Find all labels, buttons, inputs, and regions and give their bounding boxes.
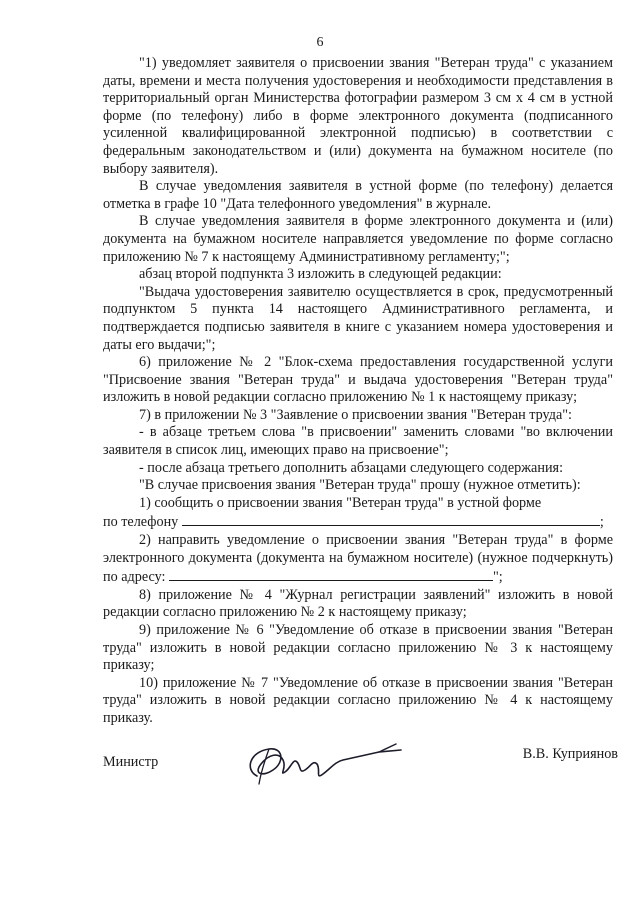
paragraph: 7) в приложении № 3 "Заявление о присвоении звания "Ветеран труда": [139, 406, 572, 423]
fill-prefix: по телефону [103, 514, 179, 531]
option-text: 2) направить уведомление о присвоении звания "Ветеран труда" в форме электронного документа (документа на бумажном носителе) (нужное подчеркнуть) по адресу: [103, 532, 613, 586]
paragraph: "1) уведомляет заявителя о присвоении звания "Ветеран труда" с указанием даты, времени и места получения удостоверения и необходимости представления в территориальный орган Министерства фотографии размером 3 см х 4 см в устной форме (по телефону) либо в форме электронного документа (подписанного усиленной квалифицированной электронной подписью) в соответствии с федеральным законодательством и (или) документа на бумажном носителе (по выбору заявителя). [103, 55, 613, 177]
paragraph: "В случае присвоения звания "Ветеран труда" прошу (нужное отметить): [139, 477, 581, 494]
handwritten-signature [239, 740, 409, 786]
paragraph: 9) приложение № 6 "Уведомление об отказе в присвоении звания "Ветеран труда" изложить в новой редакции согласно приложению № 3 к настоящему приказу; [103, 622, 613, 674]
paragraph: абзац второй подпункта 3 изложить в следующей редакции: [139, 266, 502, 283]
option-text: 1) сообщить о присвоении звания "Ветеран труда" в устной форме [139, 494, 542, 511]
address-blank-line [169, 567, 493, 581]
paragraph: В случае уведомления заявителя в устной форме (по телефону) делается отметка в графе 10 "Дата телефонного уведомления" в журнале. [103, 178, 613, 212]
paragraph: 8) приложение № 4 "Журнал регистрации заявлений" изложить в новой редакции согласно приложению № 2 к настоящему приказу; [103, 586, 613, 621]
option-oral-notification [103, 495, 613, 513]
paragraph: 10) приложение № 7 "Уведомление об отказе в присвоении звания "Ветеран труда" изложить в новой редакции согласно приложению № 4 к настоящему приказу. [103, 674, 613, 726]
signer-name: В.В. Куприянов [522, 746, 618, 762]
option-written-notification [103, 532, 613, 587]
paragraph: - после абзаца третьего дополнить абзацами следующего содержания: [139, 459, 564, 476]
paragraph: В случае уведомления заявителя в форме электронного документа и (или) документа на бумажном носителе направляется уведомление по форме согласно приложению № 7 к настоящему Административному регламенту;"; [103, 213, 613, 265]
signature-block [103, 740, 618, 800]
fill-suffix: "; [493, 569, 503, 586]
signer-title: Министр [103, 754, 159, 770]
phone-blank-line [182, 512, 600, 526]
paragraph: 6) приложение № 2 "Блок-схема предоставления государственной услуги "Присвоение звания "Ветеран труда" и выдача удостоверения "Ветеран труда" изложить в новой редакции согласно приложению № 1 к настоящему приказу; [103, 354, 613, 406]
page-number: 6 [316, 35, 324, 50]
paragraph: - в абзаце третьем слова "в присвоении" заменить словами "во включении заявителя в список лиц, имеющих право на присвоение"; [103, 424, 613, 459]
document-body [103, 55, 613, 728]
fill-suffix: ; [599, 514, 604, 531]
paragraph: "Выдача удостоверения заявителю осуществляется в срок, предусмотренный подпунктом 5 пункта 14 настоящего Административного регламента, и подтверждается подписью заявителя в книге с указанием номера удостоверения и даты его выдачи;"; [103, 283, 613, 353]
phone-fill-line [103, 512, 613, 532]
